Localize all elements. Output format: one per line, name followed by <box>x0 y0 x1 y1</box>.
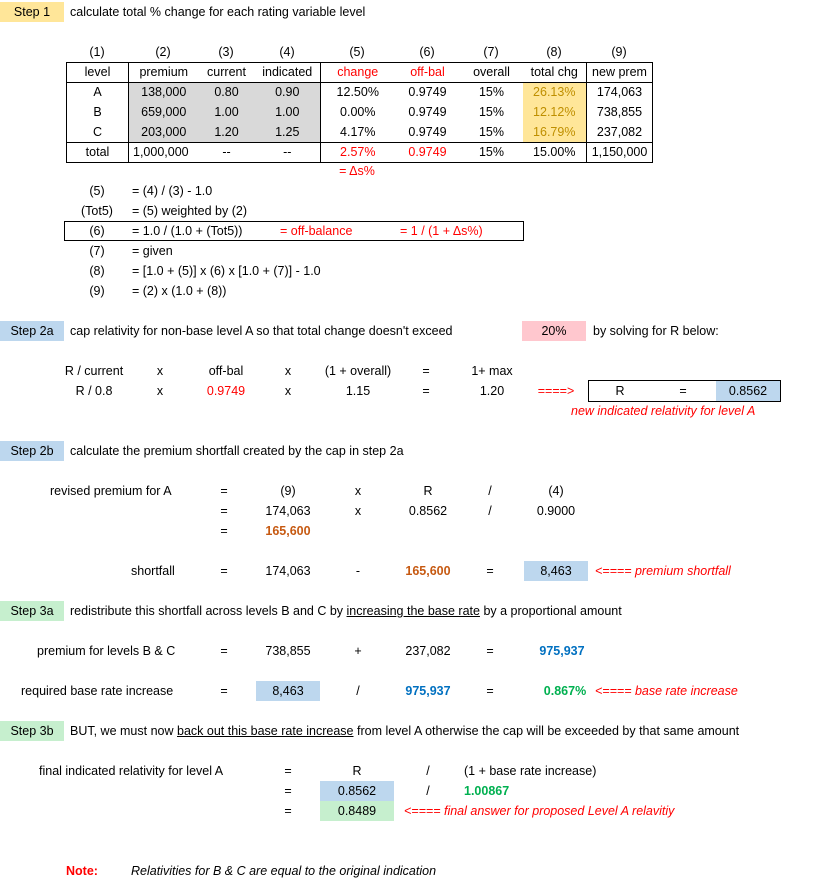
eq-operator: x <box>156 364 164 378</box>
step2a-label: Step 2a <box>0 321 64 341</box>
formula-ref: (5) <box>89 184 105 198</box>
step3a-title-pre: redistribute this shortfall across levels B and C by <box>70 604 344 618</box>
table-row <box>67 83 653 103</box>
cell-premium: 138,000 <box>129 83 199 103</box>
cell-premium: 659,000 <box>129 103 199 123</box>
times-sign: x <box>354 484 362 498</box>
cell-overall: 15% <box>461 123 523 143</box>
eq-label: off-bal <box>208 364 244 378</box>
step3b-title-pre: BUT, we must now <box>70 724 174 738</box>
eq-operator: x <box>156 384 164 398</box>
step1-label: Step 1 <box>0 2 64 22</box>
cell-new-prem: 237,082 <box>587 123 653 143</box>
header-overall: overall <box>461 63 523 83</box>
equals-sign: = <box>284 764 292 778</box>
bc-premium-c: 237,082 <box>405 644 451 658</box>
eq-label: 1+ max <box>471 364 513 378</box>
step3b-label: Step 3b <box>0 721 64 741</box>
divide-sign: / <box>426 764 430 778</box>
step1-title: calculate total % change for each rating variable level <box>70 5 366 19</box>
col-number: (9) <box>611 45 627 59</box>
col-number: (3) <box>218 45 234 59</box>
arrow: ====> <box>537 384 575 398</box>
equals-sign: = <box>486 644 494 658</box>
divide-sign: / <box>426 784 430 798</box>
note-label: Note: <box>66 864 98 878</box>
formula-ref: (9) <box>89 284 105 298</box>
cap-value: 20% <box>522 321 586 341</box>
cell-overall: 15% <box>478 85 505 100</box>
eq-value: 1.20 <box>479 384 505 398</box>
shortfall-b: 165,600 <box>405 564 451 578</box>
header-total-chg: total chg <box>523 63 587 83</box>
cell-off-bal: 0.9749 <box>395 143 461 163</box>
final-answer: 0.8489 <box>320 801 394 821</box>
divide-sign: / <box>356 684 360 698</box>
revised-label: revised premium for A <box>50 484 172 498</box>
bc-total: 975,937 <box>539 644 585 658</box>
step2a-title-end: by solving for R below: <box>593 324 719 338</box>
req-label: required base rate increase <box>21 684 174 698</box>
eq-operator: = <box>422 364 430 378</box>
header-premium: premium <box>129 63 199 83</box>
step3b-title-underlined: back out this base rate increase <box>177 724 354 738</box>
req-premium: 975,937 <box>405 684 451 698</box>
r-value: 0.8562 <box>320 781 394 801</box>
equals-sign: = <box>220 644 228 658</box>
col-number: (2) <box>155 45 171 59</box>
bc-premium-b: 738,855 <box>265 644 311 658</box>
minus-sign: - <box>355 564 361 578</box>
formula-text: = given <box>132 244 173 258</box>
rating-table <box>66 62 653 163</box>
col-number: (8) <box>546 45 562 59</box>
shortfall-value: 8,463 <box>524 561 588 581</box>
cell-change: 2.57% <box>321 143 395 163</box>
col-number: (1) <box>89 45 105 59</box>
off-balance-formula: = 1 / (1 + Δs%) <box>400 224 483 238</box>
formula-text: = (4) / (3) - 1.0 <box>132 184 213 198</box>
cell-level: A <box>67 83 129 103</box>
eq-value: R / 0.8 <box>75 384 113 398</box>
final-label: final indicated relativity for level A <box>39 764 224 778</box>
eq-label: R / current <box>64 364 124 378</box>
eq-value: 1.15 <box>345 384 371 398</box>
col-number: (5) <box>349 45 365 59</box>
divide-sign: / <box>488 484 492 498</box>
equals-sign: = <box>486 684 494 698</box>
table-row <box>67 103 653 123</box>
step3b-title-post: from level A otherwise the cap will be exceeded by that same amount <box>356 724 740 738</box>
step3a-title-underlined: increasing the base rate <box>346 604 480 618</box>
cell-level: B <box>67 103 129 123</box>
cell-overall: 15% <box>478 105 505 119</box>
equals-sign: = <box>284 804 292 818</box>
eq-operator: = <box>422 384 430 398</box>
times-sign: x <box>354 504 362 518</box>
formula-ref: (Tot5) <box>81 204 113 218</box>
off-balance-note: = off-balance <box>280 224 353 238</box>
cell-off-bal: 0.9749 <box>408 85 447 100</box>
table-total-row <box>67 143 653 163</box>
value-r: 0.8562 <box>408 504 448 518</box>
base-rate-ref: (1 + base rate increase) <box>464 764 597 778</box>
equals-sign: = <box>284 784 292 798</box>
equals-sign: = <box>220 564 228 578</box>
cell-indicated: 1.00 <box>255 103 321 123</box>
step3b-title <box>70 722 739 740</box>
header-change: change <box>321 63 395 83</box>
delta-label: = Δs% <box>339 164 375 178</box>
step3a-title <box>70 602 622 620</box>
cell-total-chg: 16.79% <box>523 123 587 143</box>
step3a-title-post: by a proportional amount <box>483 604 622 618</box>
table-row <box>67 123 653 143</box>
header-current: current <box>199 63 255 83</box>
formula-ref: (7) <box>89 244 105 258</box>
header-indicated: indicated <box>255 63 321 83</box>
r-equals: = <box>679 384 687 398</box>
col-number: (4) <box>279 45 295 59</box>
note-text: Relativities for B & C are equal to the original indication <box>131 864 437 878</box>
formula-text: = (2) x (1.0 + (8)) <box>132 284 227 298</box>
col-number: (7) <box>483 45 499 59</box>
r-note: new indicated relativity for level A <box>571 404 756 418</box>
cell-level: total <box>67 143 129 163</box>
cell-off-bal: 0.9749 <box>408 105 447 119</box>
eq-value: 0.9749 <box>206 384 246 398</box>
step2b-label: Step 2b <box>0 441 64 461</box>
shortfall-note: <==== premium shortfall <box>595 564 731 578</box>
cell-current: 1.20 <box>199 123 255 143</box>
cell-premium: 203,000 <box>129 123 199 143</box>
revised-premium: 165,600 <box>265 524 311 538</box>
formula-ref: (6) <box>89 224 105 238</box>
cell-off-bal: 0.9749 <box>395 123 461 143</box>
eq-label: (1 + overall) <box>324 364 392 378</box>
base-rate-increase: 0.867% <box>543 684 587 698</box>
table-header-row <box>67 63 653 83</box>
cell-total-chg: 15.00% <box>523 143 587 163</box>
r-value: 0.8562 <box>716 381 780 401</box>
eq-operator: x <box>284 384 292 398</box>
bc-label: premium for levels B & C <box>37 644 176 658</box>
header-new-prem: new prem <box>587 63 653 83</box>
cell-current: 0.80 <box>199 83 255 103</box>
equals-sign: = <box>220 484 228 498</box>
step2a-title: cap relativity for non-base level A so that total change doesn't exceed <box>70 324 453 338</box>
shortfall-a: 174,063 <box>265 564 311 578</box>
equals-sign: = <box>220 524 228 538</box>
base-rate-factor: 1.00867 <box>464 784 510 798</box>
cell-change: 4.17% <box>321 123 395 143</box>
shortfall-label: shortfall <box>131 564 175 578</box>
base-rate-note: <==== base rate increase <box>595 684 738 698</box>
col-4-ref: (4) <box>548 484 564 498</box>
cell-level: C <box>67 123 129 143</box>
cell-new-prem: 738,855 <box>587 103 653 123</box>
cell-current: -- <box>199 143 255 163</box>
value-4: 0.9000 <box>536 504 576 518</box>
cell-indicated: 1.25 <box>255 123 321 143</box>
cell-indicated: -- <box>255 143 321 163</box>
cell-total-chg: 26.13% <box>523 83 587 103</box>
equals-sign: = <box>486 564 494 578</box>
value-9: 174,063 <box>265 504 311 518</box>
equals-sign: = <box>220 504 228 518</box>
cell-overall: 15% <box>461 143 523 163</box>
divide-sign: / <box>488 504 492 518</box>
col-number: (6) <box>419 45 435 59</box>
formula-text: = 1.0 / (1.0 + (Tot5)) <box>132 224 243 238</box>
step2b-title: calculate the premium shortfall created by the cap in step 2a <box>70 444 404 458</box>
equals-sign: = <box>220 684 228 698</box>
r-ref: R <box>423 484 433 498</box>
formula-text: = [1.0 + (5)] x (6) x [1.0 + (7)] - 1.0 <box>132 264 321 278</box>
header-level: level <box>67 63 129 83</box>
header-off-bal: off-bal <box>395 63 461 83</box>
cell-new-prem: 1,150,000 <box>587 143 653 163</box>
cell-current: 1.00 <box>199 103 255 123</box>
col-9-ref: (9) <box>280 484 296 498</box>
cell-change: 12.50% <box>336 85 379 100</box>
formula-ref: (8) <box>89 264 105 278</box>
eq-operator: x <box>284 364 292 378</box>
r-label: R <box>615 384 625 398</box>
req-shortfall: 8,463 <box>256 681 320 701</box>
final-answer-note: <==== final answer for proposed Level A relavitiy <box>404 804 675 818</box>
cell-indicated: 0.90 <box>255 83 321 103</box>
cell-premium: 1,000,000 <box>129 143 199 163</box>
cell-total-chg: 12.12% <box>523 103 587 123</box>
cell-new-prem: 174,063 <box>587 83 653 103</box>
formula-text: = (5) weighted by (2) <box>132 204 247 218</box>
plus-sign: + <box>354 644 362 658</box>
cell-change: 0.00% <box>340 105 376 119</box>
step3a-label: Step 3a <box>0 601 64 621</box>
r-ref: R <box>352 764 362 778</box>
